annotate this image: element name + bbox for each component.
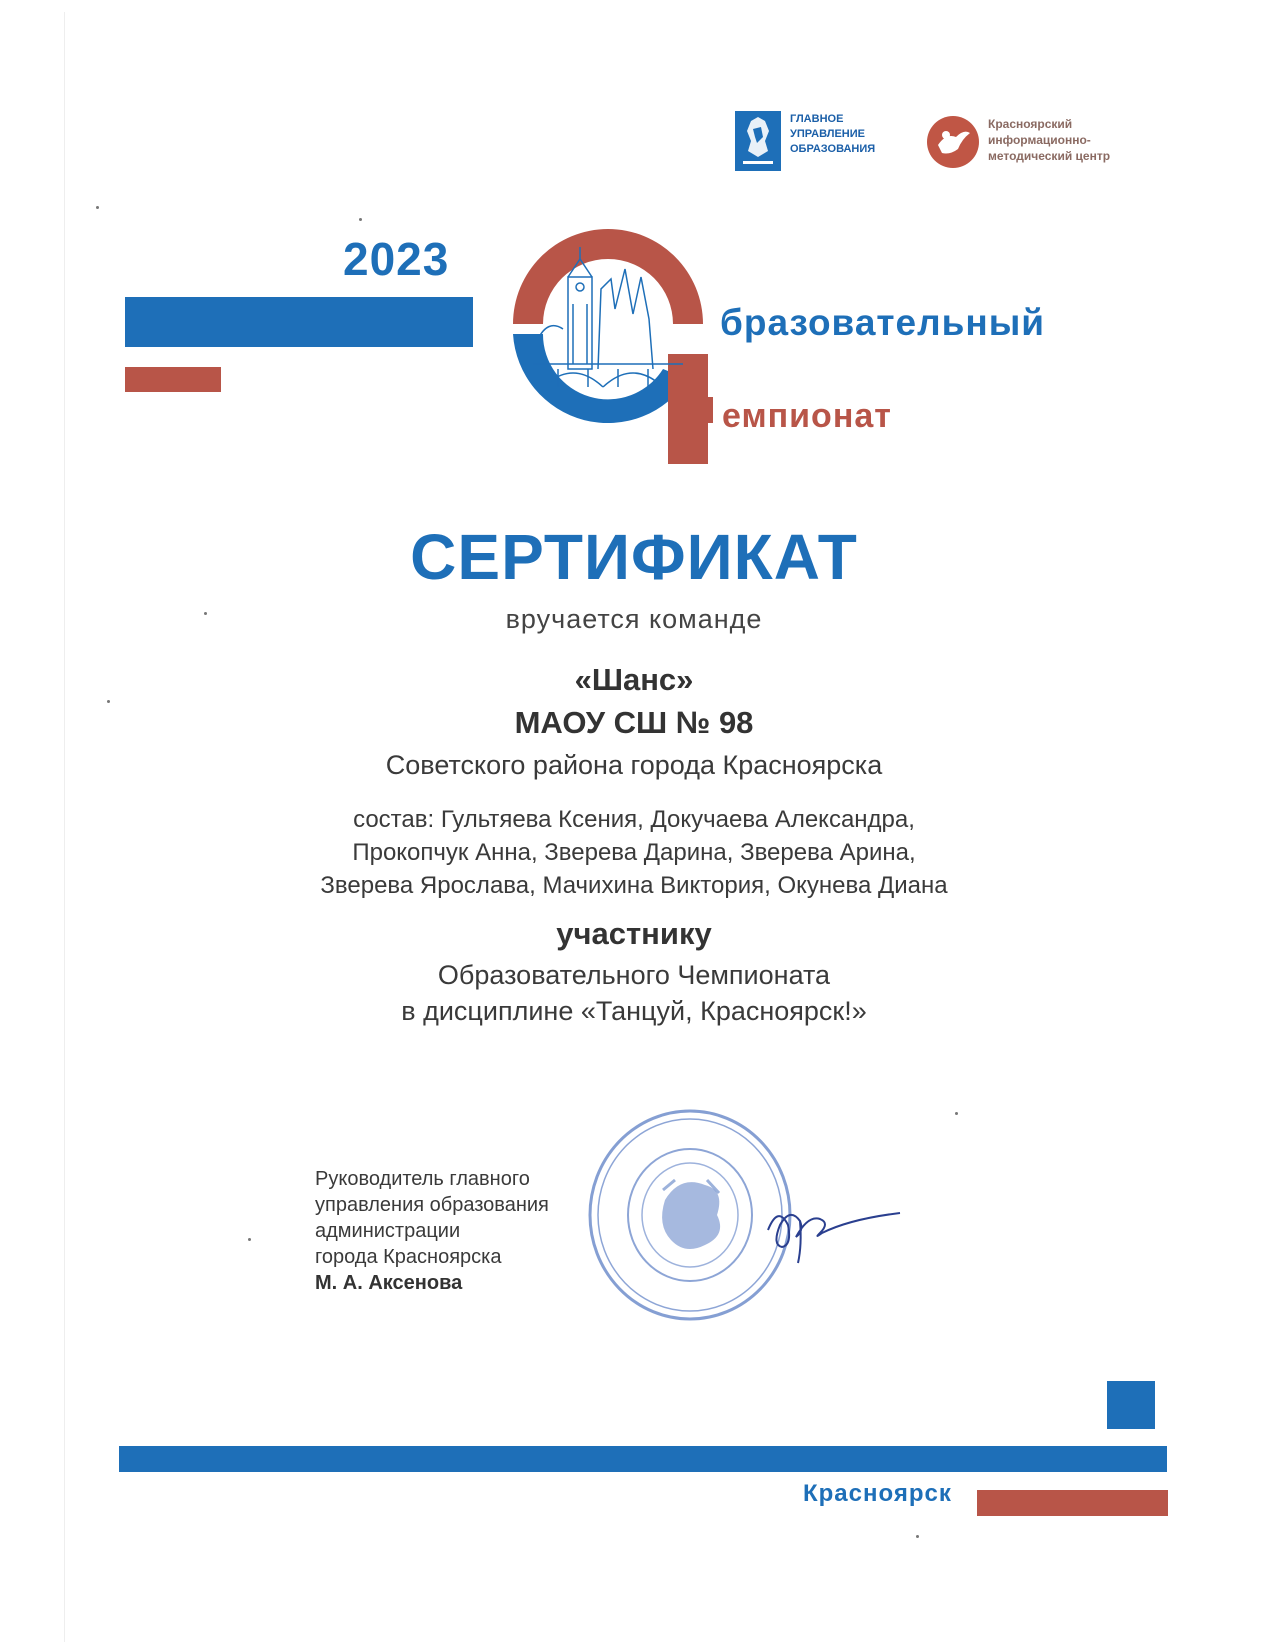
gu-logo-line: ОБРАЗОВАНИЯ	[790, 143, 876, 155]
top-red-bar	[125, 367, 221, 392]
championship-name: Образовательного Чемпионата	[437, 960, 831, 990]
signer-block	[315, 1166, 549, 1296]
kimc-logo-line: методический центр	[988, 149, 1111, 163]
scan-speck	[204, 612, 207, 615]
footer-blue-square	[1107, 1381, 1155, 1429]
gu-logo-line: УПРАВЛЕНИЕ	[790, 128, 865, 140]
championship-emblem	[503, 219, 713, 469]
scan-speck	[916, 1535, 919, 1538]
signer-position-line: Руководитель главного	[315, 1168, 530, 1190]
scan-speck	[107, 700, 110, 703]
kimc-logo-icon	[926, 115, 980, 169]
city-label: Красноярск	[803, 1480, 952, 1507]
signer-position-line: администрации	[315, 1220, 461, 1242]
scan-speck	[96, 206, 99, 209]
year-label: 2023	[343, 233, 450, 285]
team-members	[64, 803, 1204, 902]
signer-position-line: управления образования	[315, 1194, 549, 1216]
discipline-name: в дисциплине «Танцуй, Красноярск!»	[401, 996, 867, 1026]
footer-red-bar	[977, 1490, 1168, 1516]
team-members-line: Зверева Ярослава, Мачихина Виктория, Окунева Диана	[320, 872, 948, 899]
top-blue-bar	[125, 297, 473, 347]
kimc-logo-line: информационно-	[988, 133, 1091, 147]
gu-logo-line: ГЛАВНОЕ	[790, 113, 844, 125]
signer-name: М. А. Аксенова	[315, 1272, 463, 1294]
signer-position-line: города Красноярска	[315, 1246, 502, 1268]
championship-word-1: бразовательный	[720, 302, 1046, 343]
coat-of-arms-icon	[735, 111, 781, 171]
scan-speck	[248, 1238, 251, 1241]
kimc-logo-line: Красноярский	[988, 117, 1073, 131]
handwritten-signature	[760, 1185, 910, 1265]
scan-speck	[955, 1112, 958, 1115]
district-name: Советского района города Красноярска	[385, 750, 883, 780]
school-name: МАОУ СШ № 98	[514, 705, 754, 740]
scan-speck	[359, 218, 362, 221]
championship-word-2: емпионат	[722, 397, 892, 435]
footer-blue-bar	[119, 1446, 1167, 1472]
participant-label: участнику	[556, 916, 712, 951]
team-name: «Шанс»	[574, 662, 694, 697]
awarded-to-label: вручается команде	[505, 604, 763, 634]
team-members-line: состав: Гультяева Ксения, Докучаева Александра,	[353, 806, 915, 833]
certificate-title: СЕРТИФИКАТ	[410, 521, 858, 593]
kimc-logo-text	[988, 116, 1148, 164]
team-members-line: Прокопчук Анна, Зверева Дарина, Зверева Арина,	[352, 839, 916, 866]
gu-logo-text	[790, 112, 900, 157]
